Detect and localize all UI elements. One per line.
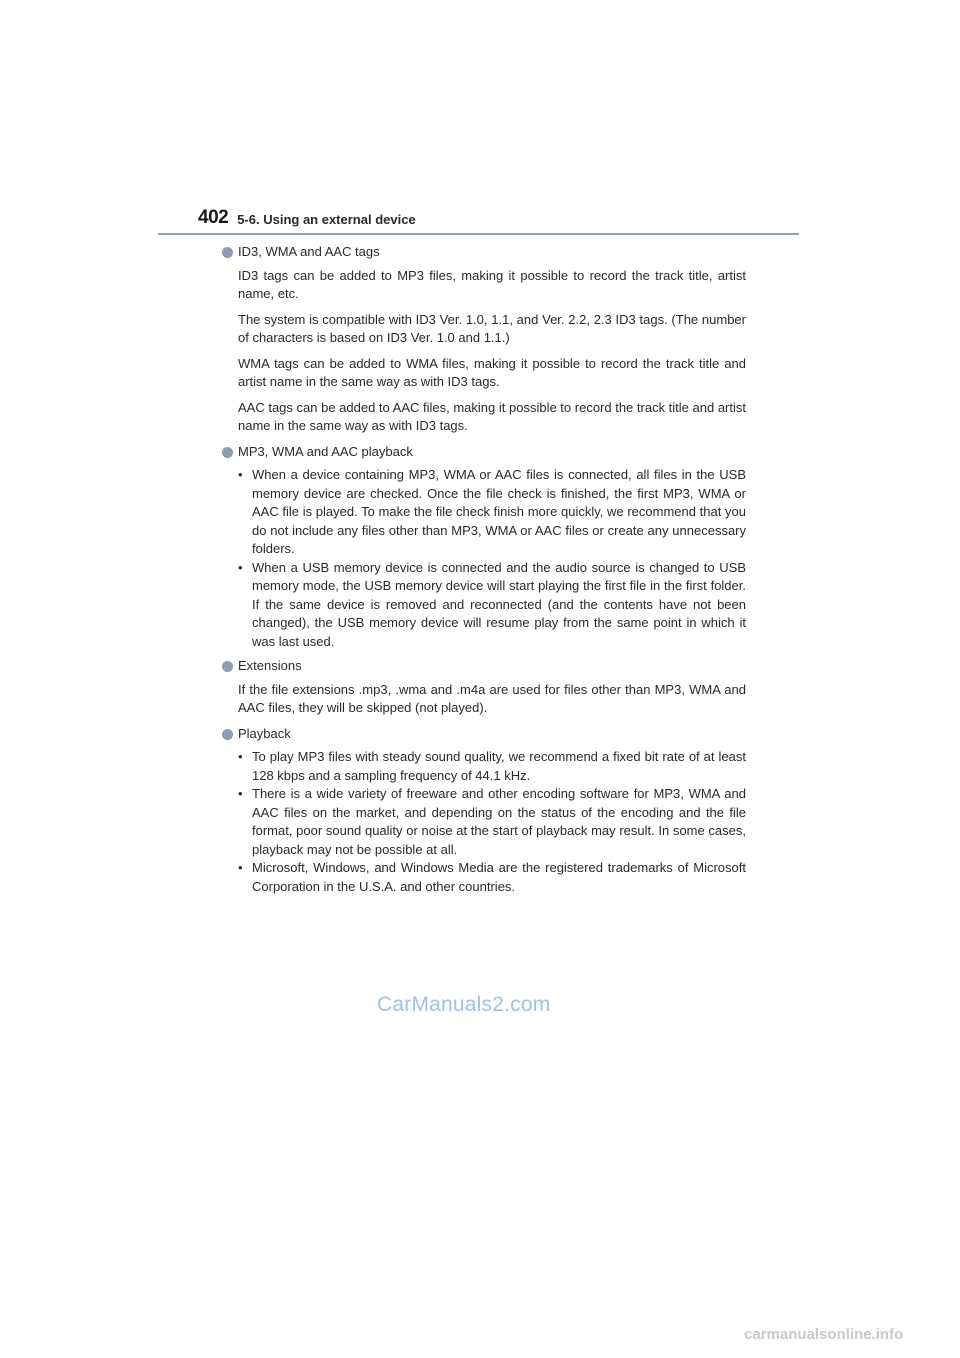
item-list <box>222 466 746 651</box>
section-extensions <box>222 657 746 718</box>
paragraph: AAC tags can be added to AAC files, making it possible to record the track title and artist name in the same way as with ID3 tags. <box>238 399 746 433</box>
heading-text: MP3, WMA and AAC playback <box>238 443 413 459</box>
watermark-text: CarManuals2.com <box>377 993 551 1016</box>
small-bullet-icon: • <box>238 559 243 575</box>
heading-text: Playback <box>238 725 291 741</box>
section-heading <box>222 443 746 462</box>
section-heading <box>222 725 746 744</box>
list-item-text: There is a wide variety of freeware and other encoding software for MP3, WMA and AAC files on the market, and depending on the status of the encoding and the file format, poor sound quality or noise at the start of playback may result. In some cases, playback may not be possible at all. <box>252 786 746 857</box>
section-playback-formats <box>222 443 746 652</box>
section-heading <box>222 657 746 676</box>
footer-watermark: carmanualsonline.info <box>744 1326 904 1343</box>
list-item-text: Microsoft, Windows, and Windows Media are the registered trademarks of Microsoft Corporation in the U.S.A. and other countries. <box>252 860 746 894</box>
item-list <box>222 748 746 896</box>
list-item <box>238 785 746 859</box>
list-item-text: When a device containing MP3, WMA or AAC files is connected, all files in the USB memory device are checked. Once the file check is finished, the first MP3, WMA or AAC file is played. To make the file check finish more quickly, we recommend that you do not include any files other than MP3, WMA or AAC files or create any unnecessary folders. <box>252 467 746 556</box>
section-playback <box>222 725 746 897</box>
list-item-text: When a USB memory device is connected and the audio source is changed to USB memory mode, the USB memory device will start playing the first file in the first folder. If the same device is removed and reconnected (and the contents have not been changed), the USB memory device will resume play from the same point in which it was last used. <box>252 559 746 649</box>
heading-text: Extensions <box>238 658 302 673</box>
page-header <box>198 203 416 229</box>
page-number: 402 <box>198 207 229 228</box>
section-title: 5-6. Using an external device <box>237 212 416 227</box>
bullet-dot-icon <box>222 661 233 672</box>
paragraph: The system is compatible with ID3 Ver. 1.0, 1.1, and Ver. 2.2, 2.3 ID3 tags. (The number of characters is based on ID3 Ver. 1.0 and 1.1.) <box>238 311 746 345</box>
document-body <box>222 243 746 902</box>
bullet-dot-icon <box>222 447 233 458</box>
section-id3-tags <box>222 243 746 436</box>
small-bullet-icon: • <box>238 749 243 764</box>
list-item <box>238 466 746 559</box>
paragraph: WMA tags can be added to WMA files, making it possible to record the track title and artist name in the same way as with ID3 tags. <box>238 355 746 389</box>
header-divider <box>158 233 799 235</box>
list-item <box>238 748 746 785</box>
bullet-dot-icon <box>222 729 233 740</box>
paragraph: If the file extensions .mp3, .wma and .m4a are used for files other than MP3, WMA and AAC files, they will be skipped (not played). <box>238 681 746 715</box>
small-bullet-icon: • <box>238 467 243 482</box>
heading-text: ID3, WMA and AAC tags <box>238 244 380 259</box>
section-heading <box>222 243 746 262</box>
small-bullet-icon: • <box>238 860 243 875</box>
bullet-dot-icon <box>222 247 233 258</box>
small-bullet-icon: • <box>238 786 243 801</box>
list-item-text: To play MP3 files with steady sound quality, we recommend a fixed bit rate of at least 128 kbps and a sampling frequency of 44.1 kHz. <box>252 749 746 783</box>
list-item <box>238 559 746 652</box>
list-item <box>238 859 746 896</box>
paragraph: ID3 tags can be added to MP3 files, making it possible to record the track title, artist name, etc. <box>238 267 746 301</box>
